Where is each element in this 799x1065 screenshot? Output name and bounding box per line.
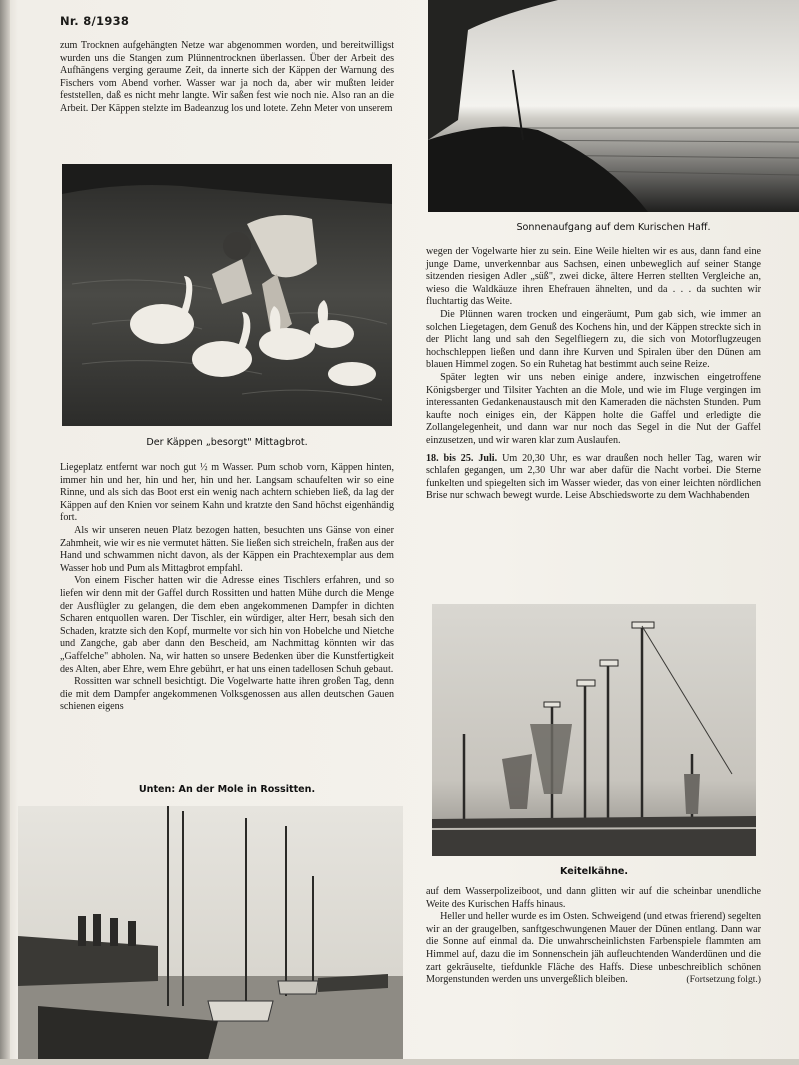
caption-mole: Unten: An der Mole in Rossitten.	[138, 784, 316, 795]
section-heading: 18. bis 25. Juli.	[426, 452, 498, 464]
paragraph: auf dem Wasserpolizeiboot, und dann glitten wir auf die scheinbar unendliche Weite des Kurischen Haffs hinaus.	[426, 886, 761, 910]
continuation-note: (Fortsetzung folgt.)	[686, 974, 761, 986]
paragraph: zum Trocknen aufgehängten Netze war abgenommen worden, und bereitwilligst wurden uns die Stangen zum Plünnentrocknen überlassen. Über der Arbeit des Aufhängens verging geraume Zeit, da innerte sich der Käppen der Warnung des Fischers vom Abend vorher. Wasser war ja noch da, aber wir mußten leider feststellen, daß es nicht mehr langte. Wir saßen fest wie noch nie. Also ran an die Arbeit. Der Käppen stelzte im Badeanzug los und lotete. Zehn Meter von unserem	[60, 40, 394, 114]
paragraph	[426, 911, 761, 987]
caption-sunrise: Sonnenaufgang auf dem Kurischen Haff.	[516, 222, 711, 233]
photo-sunrise-haff	[428, 0, 799, 212]
right-column-bottom-text	[426, 886, 761, 987]
photo-keitelkaehne	[432, 604, 756, 856]
paragraph: Von einem Fischer hatten wir die Adresse eines Tischlers erfahren, und so liefen wir denn mit der Gaffel durch Rossitten und hatten Mühe durch die Menge der Ausflügler zu gelangen, die dem eben angekommenen Dampfer in dichten Scharen entquollen waren. Der Tischler, ein würdiger, alter Herr, besah sich den Schaden, kratzte sich den Kopf, murmelte vor sich hin von Hobelche und Nietche und Zangche, gab aber dann den Bescheid, am Nachmittag könnten wir das „Gaffelche" abholen. Na, wir hatten so unsere Bedenken über die Kunstfertigkeit des Alten, aber Ehre, wem Ehre gebührt, er hat uns einen tadellosen Schuh gebaut.	[60, 575, 394, 675]
section-text: Um 20,30 Uhr, es war draußen noch heller Tag, waren wir schlafen gegangen, um 2,30 Uhr war aber dafür die Nacht vorbei. Die Sterne funkelten und spiegelten sich im Wasser wieder, das von einer leichten nördlichen Brise nur schwach bewegt wurde. Leise Abschiedsworte zu dem Wachhabenden	[426, 452, 761, 502]
caption-keitel: Keitelkähne.	[559, 866, 629, 877]
section-paragraph	[426, 453, 761, 503]
caption-feeding: Der Käppen „besorgt" Mittagbrot.	[146, 437, 308, 448]
paragraph: Die Plünnen waren trocken und eingeräumt, Pum gab sich, wie immer an solchen Liegetagen, dem Genuß des Kochens hin, und der Käppen streckte sich in der Plicht lang und sah den Segelfliegern zu, die sich von Motorflugzeugen hochschleppen ließen und dann ihre Kurven und Spiralen über den Dünen am blauen Himmel zogen. So ein Ruhetag hat bestimmt auch seine Reize.	[426, 308, 761, 371]
issue-number: Nr. 8/1938	[60, 14, 130, 28]
left-column-top-text	[60, 40, 394, 116]
binding-spine	[0, 0, 10, 1065]
right-column-top-text	[426, 246, 761, 503]
paragraph: Als wir unseren neuen Platz bezogen hatten, besuchten uns Gänse von einer Zahmheit, wie wir es nie vermutet hätten. Sie ließen sich streicheln, fraßen aus der Hand und schwammen nicht davon, als der Käppen ein Prachtexemplar aus dem Wasser hob und Pum als Mittagbrot empfahl.	[60, 524, 394, 574]
photo-harbor-mole	[18, 806, 403, 1060]
paragraph-text: Heller und heller wurde es im Osten. Schweigend (und etwas frierend) segelten wir an der graugelben, sanftgeschwungenen Mauer der Dünen entlang. Dann war die Sonne auf einmal da. Die unwahrscheinlichsten Farbenspiele flammten am Himmel auf, dazu die im Sonnenschein jäh aufleuchtenden Wanderdünen und die zart gekräuselte, tiefdunkle Fläche des Haffs. Diese unbeschreiblich schönen Morgenstunden werden uns unvergeßlich bleiben.	[426, 911, 761, 986]
paragraph: Später legten wir uns neben einige andere, inzwischen eingetroffene Königsberger und Tilsiter Yachten an die Mole, und wie im Fluge vergingen im interessanten Gedankenaustausch mit den Kameraden die nächsten Stunden. Pum kaufte noch einiges ein, der Käppen holte die Gaffel und erledigte die Zollangelegenheit, und dann war nur noch das Segel in die Nut der Gaffel einzusetzen, und wir waren klar zum Auslaufen.	[426, 371, 761, 446]
paragraph: Liegeplatz entfernt war noch gut ½ m Wasser. Pum schob vorn, Käppen hinten, immer hin und her, hin und her, hin und her. Langsam schaufelten wir so eine Rinne, und als sich das Boot erst ein wenig nach achtern schieben ließ, da lag der Käppen auf den Knien vor seinem Kahn und kratzte den Sand höchst eigenhändig fort.	[60, 462, 394, 524]
paragraph: Rossitten war schnell besichtigt. Die Vogelwarte hatte ihren großen Tag, denn die mit dem Dampfer angekommenen Volksgenossen aus allen deutschen Gauen schienen eigens	[60, 676, 394, 713]
page-bottom-edge	[0, 1059, 799, 1065]
paragraph: wegen der Vogelwarte hier zu sein. Eine Weile hielten wir es aus, dann fand eine junge Dame, unverkennbar aus Sachsen, einen unbeweglich auf seiner Stange sitzenden riesigen Adler „süß", zwei dicke, ältere Herren stellten Vergleiche an, wieso die Waldkäuze ihren Ehefrauen ähnelten, und da . . . da suchten wir fluchtartig das Weite.	[426, 246, 761, 308]
photo-geese-feeding	[62, 164, 392, 426]
left-column-main-text	[60, 462, 394, 714]
